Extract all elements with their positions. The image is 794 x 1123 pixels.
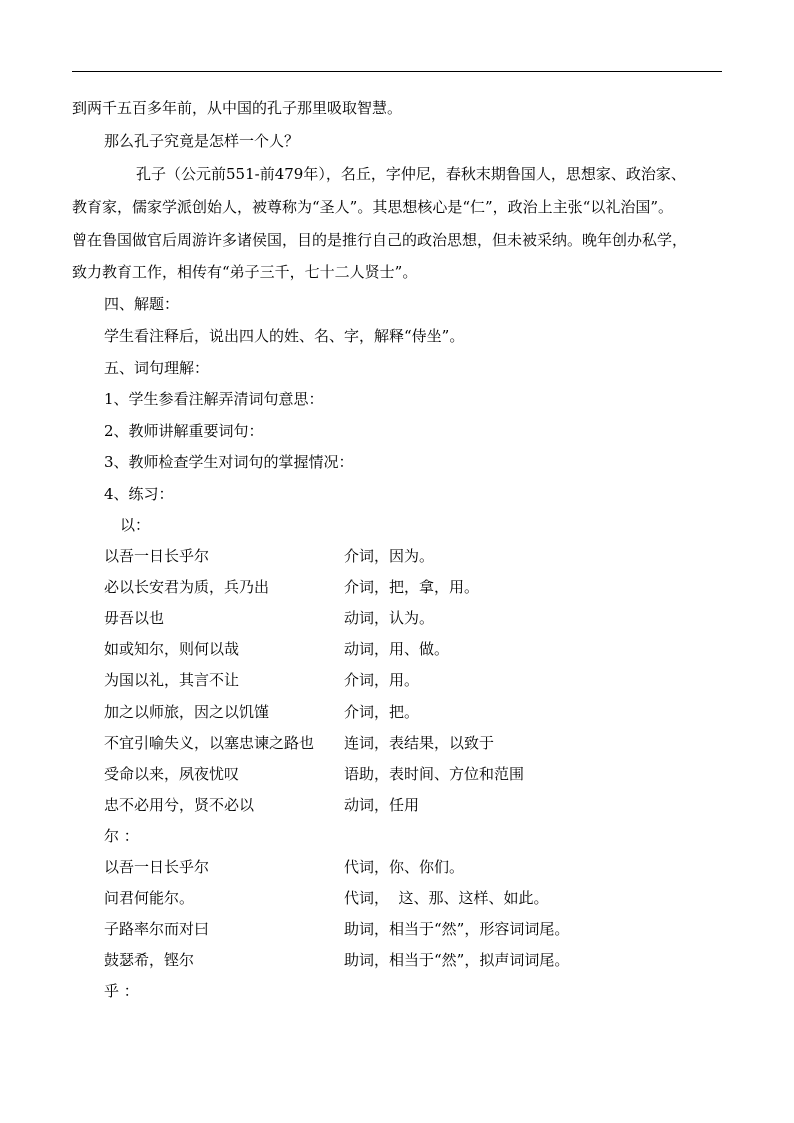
meaning: 动词，任用 <box>344 796 420 814</box>
table-row <box>104 919 724 939</box>
table-row <box>104 546 724 566</box>
table-row <box>104 950 724 970</box>
paragraph-line: 学生看注释后，说出四人的姓、名、字，解释“侍坐”。 <box>104 327 465 345</box>
section-heading-4: 四、解题： <box>104 295 180 313</box>
table-row <box>104 577 724 597</box>
table-row <box>104 764 724 784</box>
meaning: 介词，把。 <box>344 703 420 721</box>
table-row <box>104 795 724 815</box>
meaning: 介词，因为。 <box>344 547 435 565</box>
paragraph-line: 那么孔子究竟是怎样一个人？ <box>104 132 300 150</box>
step-item: 3、教师检查学生对词句的掌握情况： <box>104 453 354 471</box>
paragraph-line: 致力教育工作，相传有“弟子三千，七十二人贤士”。 <box>72 263 418 281</box>
meaning: 代词， 这、那、这样、如此。 <box>344 889 549 907</box>
table-row <box>104 733 724 753</box>
sentence: 鼓瑟希，铿尔 <box>104 951 195 969</box>
sentence: 问君何能尔。 <box>104 889 195 907</box>
sentence: 加之以师旅，因之以饥馑 <box>104 703 270 721</box>
table-row <box>104 857 724 877</box>
meaning: 助词，相当于“然”，形容词词尾。 <box>344 920 570 938</box>
paragraph-line: 孔子（公元前551-前479年），名丘，字仲尼，春秋末期鲁国人，思想家、政治家、 <box>136 165 686 183</box>
meaning: 助词，相当于“然”，拟声词词尾。 <box>344 951 570 969</box>
table-row <box>104 702 724 722</box>
header-rule <box>72 71 722 72</box>
group-label-yi: 以： <box>120 516 151 534</box>
sentence: 毋吾以也 <box>104 609 165 627</box>
sentence: 以吾一日长乎尔 <box>104 547 210 565</box>
meaning: 介词，用。 <box>344 671 420 689</box>
sentence: 以吾一日长乎尔 <box>104 858 210 876</box>
table-row <box>104 639 724 659</box>
meaning: 动词，用、做。 <box>344 640 450 658</box>
paragraph-line: 教育家，儒家学派创始人，被尊称为“圣人”。其思想核心是“仁”，政治上主张“以礼治国”。 <box>72 198 674 216</box>
meaning: 连词，表结果，以致于 <box>344 734 495 752</box>
step-item: 1、学生参看注解弄清词句意思： <box>104 390 324 408</box>
sentence: 受命以来，夙夜忧叹 <box>104 765 240 783</box>
table-row <box>104 608 724 628</box>
paragraph-line: 到两千五百多年前，从中国的孔子那里吸取智慧。 <box>72 99 403 117</box>
meaning: 语助，表时间、方位和范围 <box>344 765 525 783</box>
sentence: 子路率尔而对曰 <box>104 920 210 938</box>
step-item: 4、练习： <box>104 485 174 503</box>
section-heading-5: 五、词句理解： <box>104 359 210 377</box>
meaning: 介词，把，拿，用。 <box>344 578 480 596</box>
sentence: 如或知尔，则何以哉 <box>104 640 240 658</box>
sentence: 必以长安君为质，兵乃出 <box>104 578 270 596</box>
table-row <box>104 888 724 908</box>
meaning: 代词，你、你们。 <box>344 858 465 876</box>
step-item: 2、教师讲解重要词句： <box>104 422 264 440</box>
table-row <box>104 670 724 690</box>
sentence: 为国以礼，其言不让 <box>104 671 240 689</box>
sentence: 不宜引喻失义，以塞忠谏之路也 <box>104 734 315 752</box>
sentence: 忠不必用兮，贤不必以 <box>104 796 255 814</box>
paragraph-line: 曾在鲁国做官后周游许多诸侯国，目的是推行自己的政治思想，但未被采纳。晚年创办私学， <box>72 231 688 249</box>
meaning: 动词，认为。 <box>344 609 435 627</box>
group-label-er: 尔 ： <box>104 827 139 845</box>
group-label-hu: 乎 ： <box>104 982 139 1000</box>
